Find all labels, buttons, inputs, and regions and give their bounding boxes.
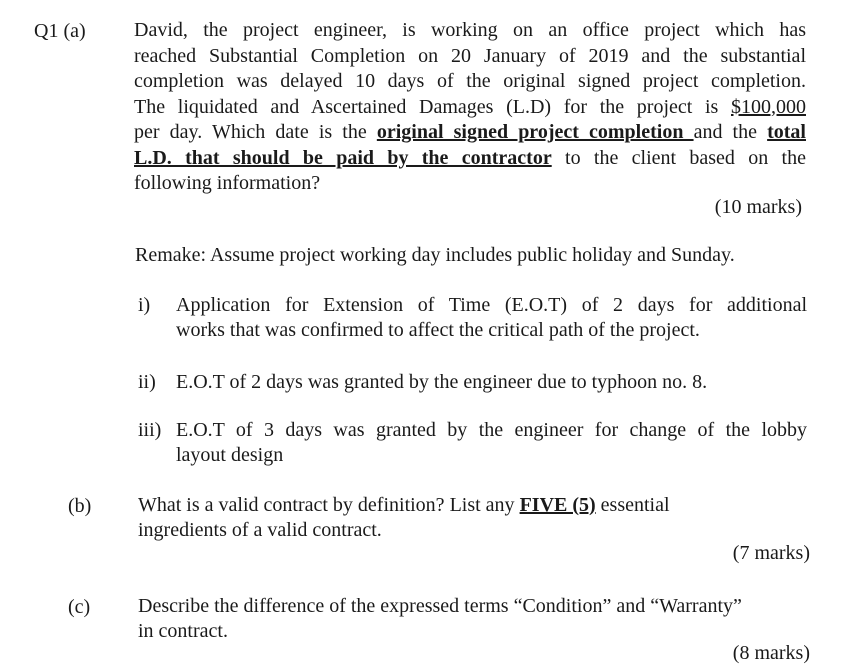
- qc-line-1: Describe the difference of the expressed terms “Condition” and “Warranty”: [138, 595, 742, 617]
- question-label-b: (b): [68, 495, 92, 517]
- qc-marks: (8 marks): [732, 642, 810, 664]
- qb-line-1-text: What is a valid contract by definition? List any: [138, 494, 520, 516]
- remark-text: Remake: Assume project working day includes public holiday and Sunday.: [135, 244, 735, 266]
- question-1a-paragraph: [134, 18, 806, 197]
- question-label-q1a: Q1 (a): [34, 20, 86, 42]
- item-iii-text: [176, 418, 807, 468]
- q1a-line-6-text: to the client based on the: [551, 146, 806, 169]
- q1a-line-5: [134, 120, 806, 146]
- question-b-text: [138, 493, 670, 543]
- ld-amount: $100,000: [731, 95, 806, 118]
- q1a-line-4: [134, 95, 806, 121]
- item-iii-line-1: E.O.T of 3 days was granted by the engineer for change of the lobby: [176, 419, 807, 441]
- q1a-line-4-text: The liquidated and Ascertained Damages (L.D) for the project is: [134, 95, 731, 118]
- item-ii-number: ii): [138, 371, 156, 393]
- qb-marks: (7 marks): [732, 542, 810, 564]
- q1a-line-3: completion was delayed 10 days of the original signed project completion.: [134, 70, 806, 92]
- item-iii-line-2: layout design: [176, 444, 284, 466]
- total-emphasis: total: [767, 121, 806, 143]
- q1a-line-5-text: per day. Which date is the: [134, 121, 377, 143]
- item-i-line-1: Application for Extension of Time (E.O.T) of 2 days for additional: [176, 294, 807, 316]
- q1a-line-2: reached Substantial Completion on 20 January of 2019 and the substantial: [134, 44, 806, 67]
- original-completion-emphasis: original signed project completion: [376, 121, 694, 143]
- q1a-line-5-and: and the: [693, 121, 768, 143]
- item-i-number: i): [138, 294, 151, 316]
- question-c-text: [138, 594, 742, 644]
- five-emphasis: FIVE (5): [519, 494, 596, 516]
- qc-line-2: in contract.: [138, 620, 228, 642]
- question-label-c: (c): [68, 596, 91, 618]
- q1a-line-6: [134, 146, 806, 172]
- item-i-text: [176, 293, 807, 343]
- item-ii-text: [176, 370, 807, 395]
- total-ld-emphasis: L.D. that should be paid by the contractor: [134, 146, 552, 169]
- item-i-line-2: works that was confirmed to affect the critical path of the project.: [176, 319, 700, 341]
- q1a-line-1: David, the project engineer, is working on an office project which has: [134, 19, 806, 41]
- qb-line-1-end: essential: [595, 494, 670, 516]
- qb-line-1: [138, 493, 670, 518]
- item-iii-number: iii): [138, 419, 162, 441]
- q1a-marks: (10 marks): [714, 196, 802, 218]
- q1a-line-7: following information?: [134, 172, 321, 194]
- qb-line-2: ingredients of a valid contract.: [138, 519, 382, 541]
- item-ii-line-1: E.O.T of 2 days was granted by the engineer due to typhoon no. 8.: [176, 371, 708, 393]
